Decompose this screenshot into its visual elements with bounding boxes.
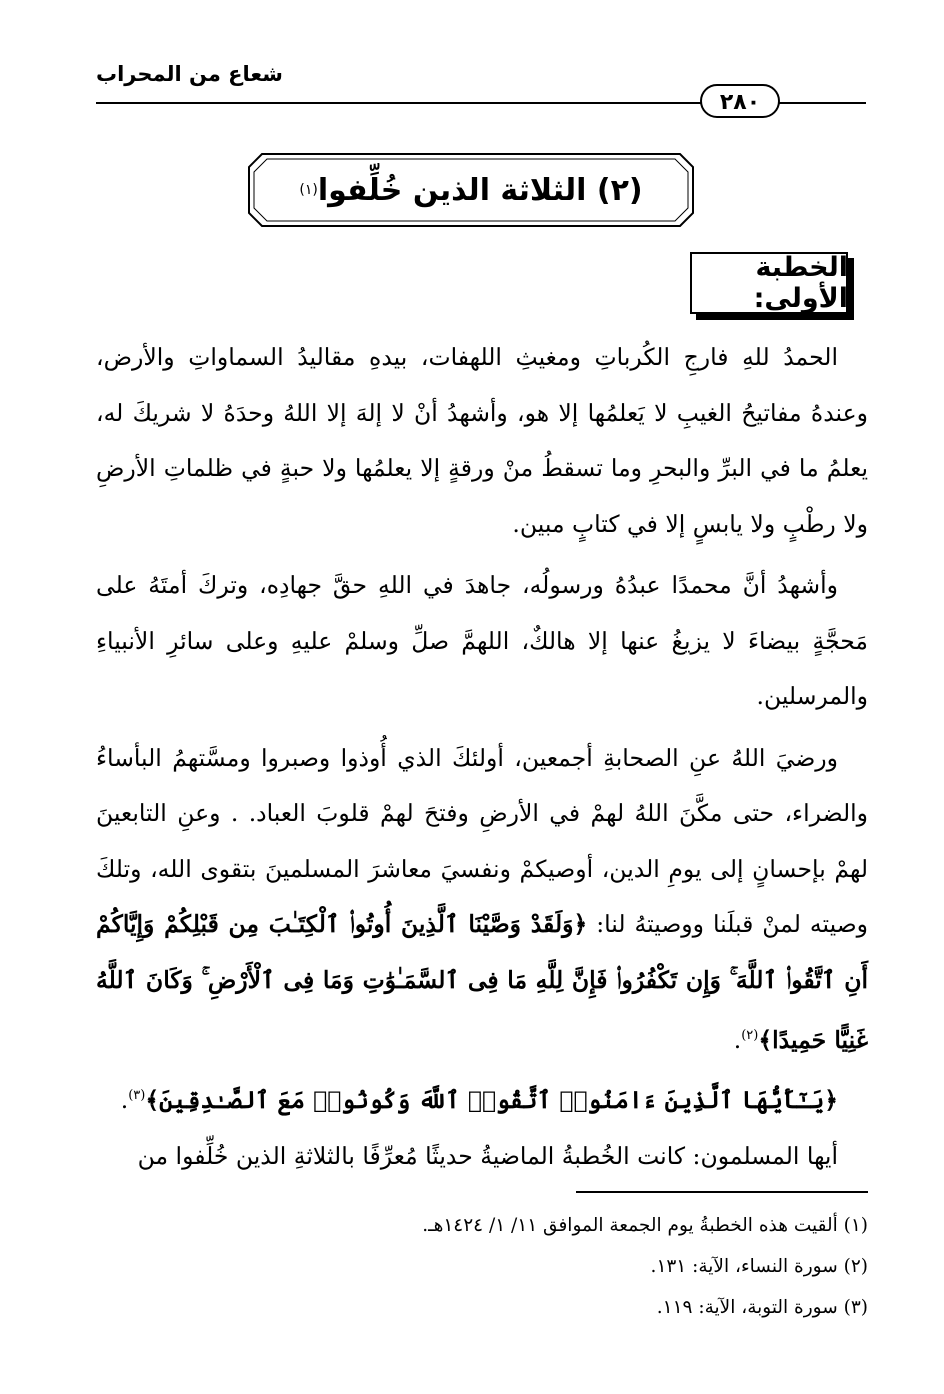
quran-verse-tawbah: ﴿يَـٰٓأَيُّهَا ٱلَّذِينَ ءَامَنُوا۟ ٱتَّقُوا۟ ٱللَّهَ وَكُونُوا۟ مَعَ ٱلصَّـٰدِقِينَ﴾ [145, 1086, 838, 1115]
paragraph-2: وأشهدُ أنَّ محمدًا عبدُهُ ورسولُه، جاهدَ في اللهِ حقَّ جهادِه، وتركَ أمتَهُ على مَحجَّةٍ بيضاءَ لا يزيغُ عنها إلا هالكٌ، اللهمَّ صلِّ وسلمْ عليهِ وعلى سائرِ الأنبياءِ والمرسلين. [96, 571, 868, 710]
footnote-3: (٣) سورة التوبة، الآية: ١١٩. [656, 1297, 868, 1318]
footnote-ref-3: (٣) [128, 1088, 146, 1104]
running-title: شعاع من المحراب [96, 62, 283, 86]
section-heading: الخطبة الأولى: [753, 252, 848, 314]
chapter-title [248, 153, 694, 227]
chapter-title-text: (٢) الثلاثة الذين خُلِّفوا [317, 172, 643, 208]
paragraph-4: ﴿يَـٰٓأَيُّهَا ٱلَّذِينَ ءَامَنُوا۟ ٱتَّقُوا۟ ٱللَّهَ وَكُونُوا۟ مَعَ ٱلصَّـٰدِقِينَ﴾$^{(٣)}$. [120, 1086, 838, 1115]
footnotes [96, 1205, 868, 1328]
footnote-2: (٢) سورة النساء، الآية: ١٣١. [650, 1256, 868, 1277]
paragraph-3: ورضيَ اللهُ عنِ الصحابةِ أجمعين، أولئكَ الذي أُوذوا وصبروا ومسَّتهمُ البأساءُ والضراء، حتى مكَّنَ اللهُ لهمْ في الأرضِ وفتحَ لهمْ قلوبَ العباد. . وعنِ التابعينَ لهمْ بإحسانٍ إلى يومِ الدين، أوصيكمْ ونفسيَ معاشرَ المسلمينَ بتقوى الله، وتلكَ وصيته لمنْ قبلَنا ووصيتهُ لنا: ﴿وَلَقَدْ وَصَّيْنَا ٱلَّذِينَ أُوتُوا۟ ٱلْكِتَـٰبَ مِن قَبْلِكُمْ وَإِيَّاكُمْ أَنِ ٱتَّقُوا۟ ٱللَّهَ ۚ وَإِن تَكْفُرُوا۟ فَإِنَّ لِلَّهِ مَا فِى ٱلسَّمَـٰوَٰتِ وَمَا فِى ٱلْأَرْضِ ۚ وَكَانَ ٱللَّهُ غَنِيًّا حَمِيدًا﴾$^{(٢)}$. [96, 743, 868, 1054]
body-text [96, 330, 868, 1184]
quran-verse-nisa: ﴿وَلَقَدْ وَصَّيْنَا ٱلَّذِينَ أُوتُوا۟ ٱلْكِتَـٰبَ مِن قَبْلِكُمْ وَإِيَّاكُمْ أَنِ ٱتَّقُوا۟ ٱللَّهَ ۚ وَإِن تَكْفُرُوا۟ فَإِنَّ لِلَّهِ مَا فِى ٱلسَّمَـٰوَٰتِ وَمَا فِى ٱلْأَرْضِ ۚ وَكَانَ ٱللَّهُ غَنِيًّا حَمِيدًا﴾ [96, 910, 868, 1054]
footnote-ref-2: (٢) [741, 1028, 759, 1043]
page-number: ٢٨٠ [700, 84, 780, 118]
footnote-rule [576, 1191, 868, 1193]
paragraph-3-text: ورضيَ اللهُ عنِ الصحابةِ أجمعين، أولئكَ الذي أُوذوا وصبروا ومسَّتهمُ البأساءُ والضراء، حتى مكَّنَ اللهُ لهمْ في الأرضِ وفتحَ لهمْ قلوبَ العباد. . وعنِ التابعينَ لهمْ بإحسانٍ إلى يومِ الدين، أوصيكمْ ونفسيَ معاشرَ المسلمينَ بتقوى الله، وتلكَ وصيته لمنْ قبلَنا ووصيتهُ لنا: [96, 743, 868, 938]
chapter-footnote-ref: (١) [299, 182, 318, 198]
paragraph-5: أيها المسلمون: كانت الخُطبةُ الماضيةُ حديثًا مُعرِّفًا بالثلاثةِ الذين خُلِّفوا من [137, 1141, 838, 1170]
paragraph-1: الحمدُ للهِ فارجِ الكُرباتِ ومغيثِ اللهفات، بيدهِ مقاليدُ السماواتِ والأرض، وعندهُ مفاتيحُ الغيبِ لا يَعلمُها إلا هو، وأشهدُ أنْ لا إلهَ إلا اللهُ وحدَهُ لا شريكَ له، يعلمُ ما في البرِّ والبحرِ وما تسقطُ منْ ورقةٍ إلا يعلمُها ولا حبةٍ في ظلماتِ الأرضِ ولا رطْبٍ ولا يابسٍ إلا في كتابٍ مبين. [96, 343, 868, 538]
footnote-1: (١) ألقيت هذه الخطبةُ يوم الجمعة الموافق ١١/ ١/ ١٤٢٤هـ. [422, 1215, 868, 1236]
